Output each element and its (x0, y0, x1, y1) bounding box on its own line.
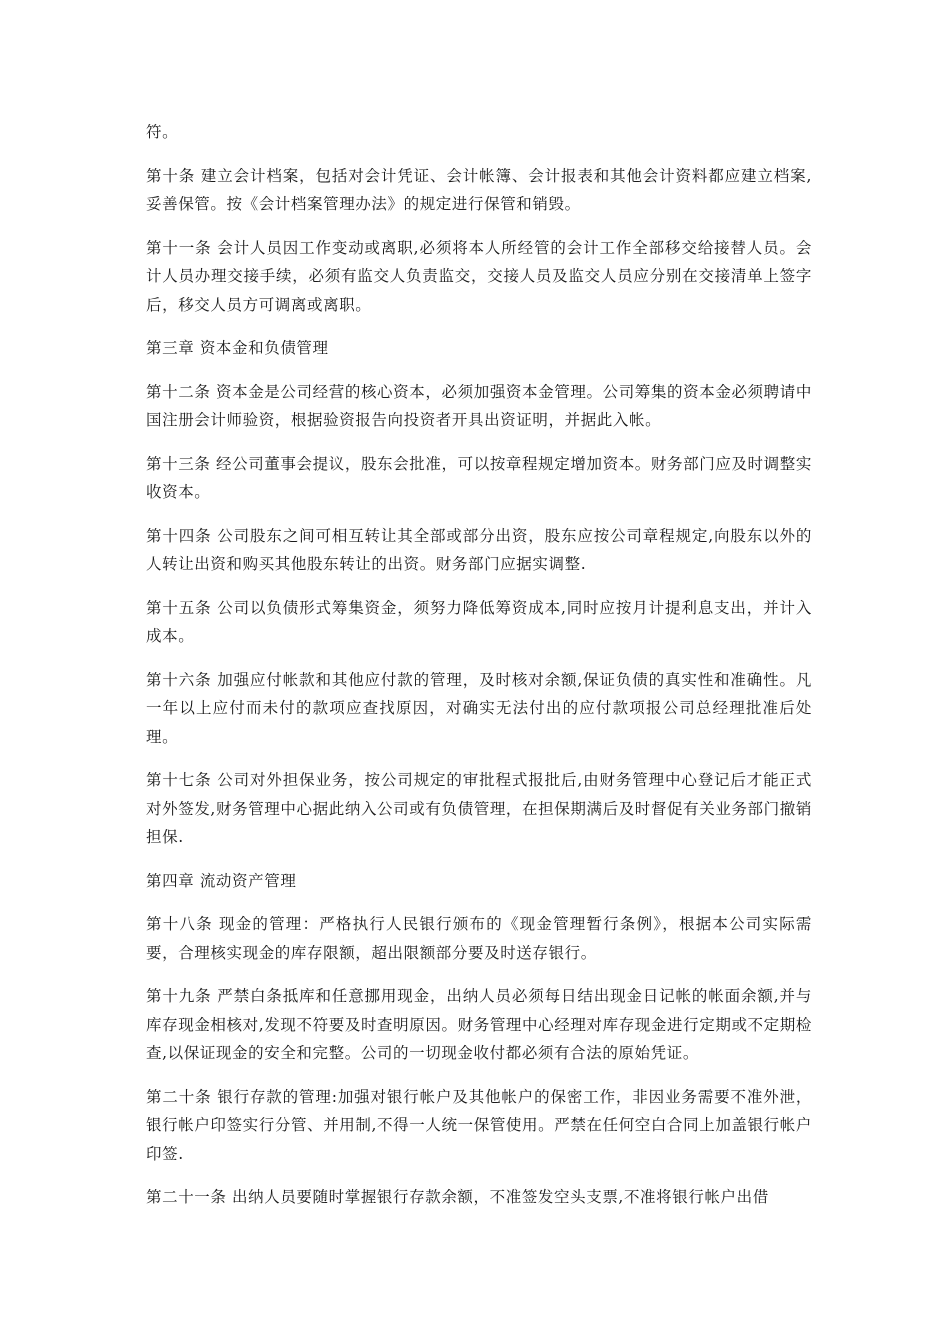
article-17: 第十七条 公司对外担保业务，按公司规定的审批程式报批后,由财务管理中心登记后才能正式对外签发,财务管理中心据此纳入公司或有负债管理，在担保期满后及时督促有关业务部门撤销担保. (146, 771, 812, 846)
paragraph-continuation: 符。 (146, 123, 179, 141)
article-21: 第二十一条 出纳人员要随时掌握银行存款余额，不准签发空头支票,不准将银行帐户出借 (146, 1188, 769, 1206)
article-14: 第十四条 公司股东之间可相互转让其全部或部分出资，股东应按公司章程规定,向股东以外的人转让出资和购买其他股东转让的出资。财务部门应据实调整. (146, 526, 812, 573)
document-body (146, 118, 812, 1227)
article-20: 第二十条 银行存款的管理:加强对银行帐户及其他帐户的保密工作，非因业务需要不准外泄，银行帐户印签实行分管、并用制,不得一人统一保管使用。严禁在任何空白合同上加盖银行帐户印签. (146, 1087, 812, 1163)
article-18: 第十八条 现金的管理：严格执行人民银行颁布的《现金管理暂行条例》，根据本公司实际需要，合理核实现金的库存限额，超出限额部分要及时送存银行。 (146, 915, 812, 962)
article-16: 第十六条 加强应付帐款和其他应付款的管理，及时核对余额,保证负债的真实性和准确性。凡一年以上应付而未付的款项应查找原因，对确实无法付出的应付款项报公司总经理批准后处理。 (146, 670, 812, 746)
chapter-4-heading: 第四章 流动资产管理 (146, 871, 297, 890)
article-15: 第十五条 公司以负债形式筹集资金，须努力降低筹资成本,同时应按月计提利息支出，并计入成本。 (146, 598, 812, 645)
article-19: 第十九条 严禁白条抵库和任意挪用现金，出纳人员必须每日结出现金日记帐的帐面余额,并与库存现金相核对,发现不符要及时查明原因。财务管理中心经理对库存现金进行定期或不定期检查,以保证现金的安全和完整。公司的一切现金收付都必须有合法的原始凭证。 (146, 987, 812, 1062)
article-10: 第十条 建立会计档案，包括对会计凭证、会计帐簿、会计报表和其他会计资料都应建立档案,妥善保管。按《会计档案管理办法》的规定进行保管和销毁。 (146, 166, 812, 213)
chapter-3-heading: 第三章 资本金和负债管理 (146, 339, 329, 357)
article-11: 第十一条 会计人员因工作变动或离职,必须将本人所经管的会计工作全部移交给接替人员。会计人员办理交接手续，必须有监交人负责监交，交接人员及监交人员应分别在交接清单上签字后，移交人员方可调离或离职。 (146, 238, 812, 314)
article-13: 第十三条 经公司董事会提议，股东会批准，可以按章程规定增加资本。财务部门应及时调整实收资本。 (146, 454, 812, 501)
article-12: 第十二条 资本金是公司经营的核心资本，必须加强资本金管理。公司筹集的资本金必须聘请中国注册会计师验资，根据验资报告向投资者开具出资证明，并据此入帐。 (146, 382, 812, 429)
